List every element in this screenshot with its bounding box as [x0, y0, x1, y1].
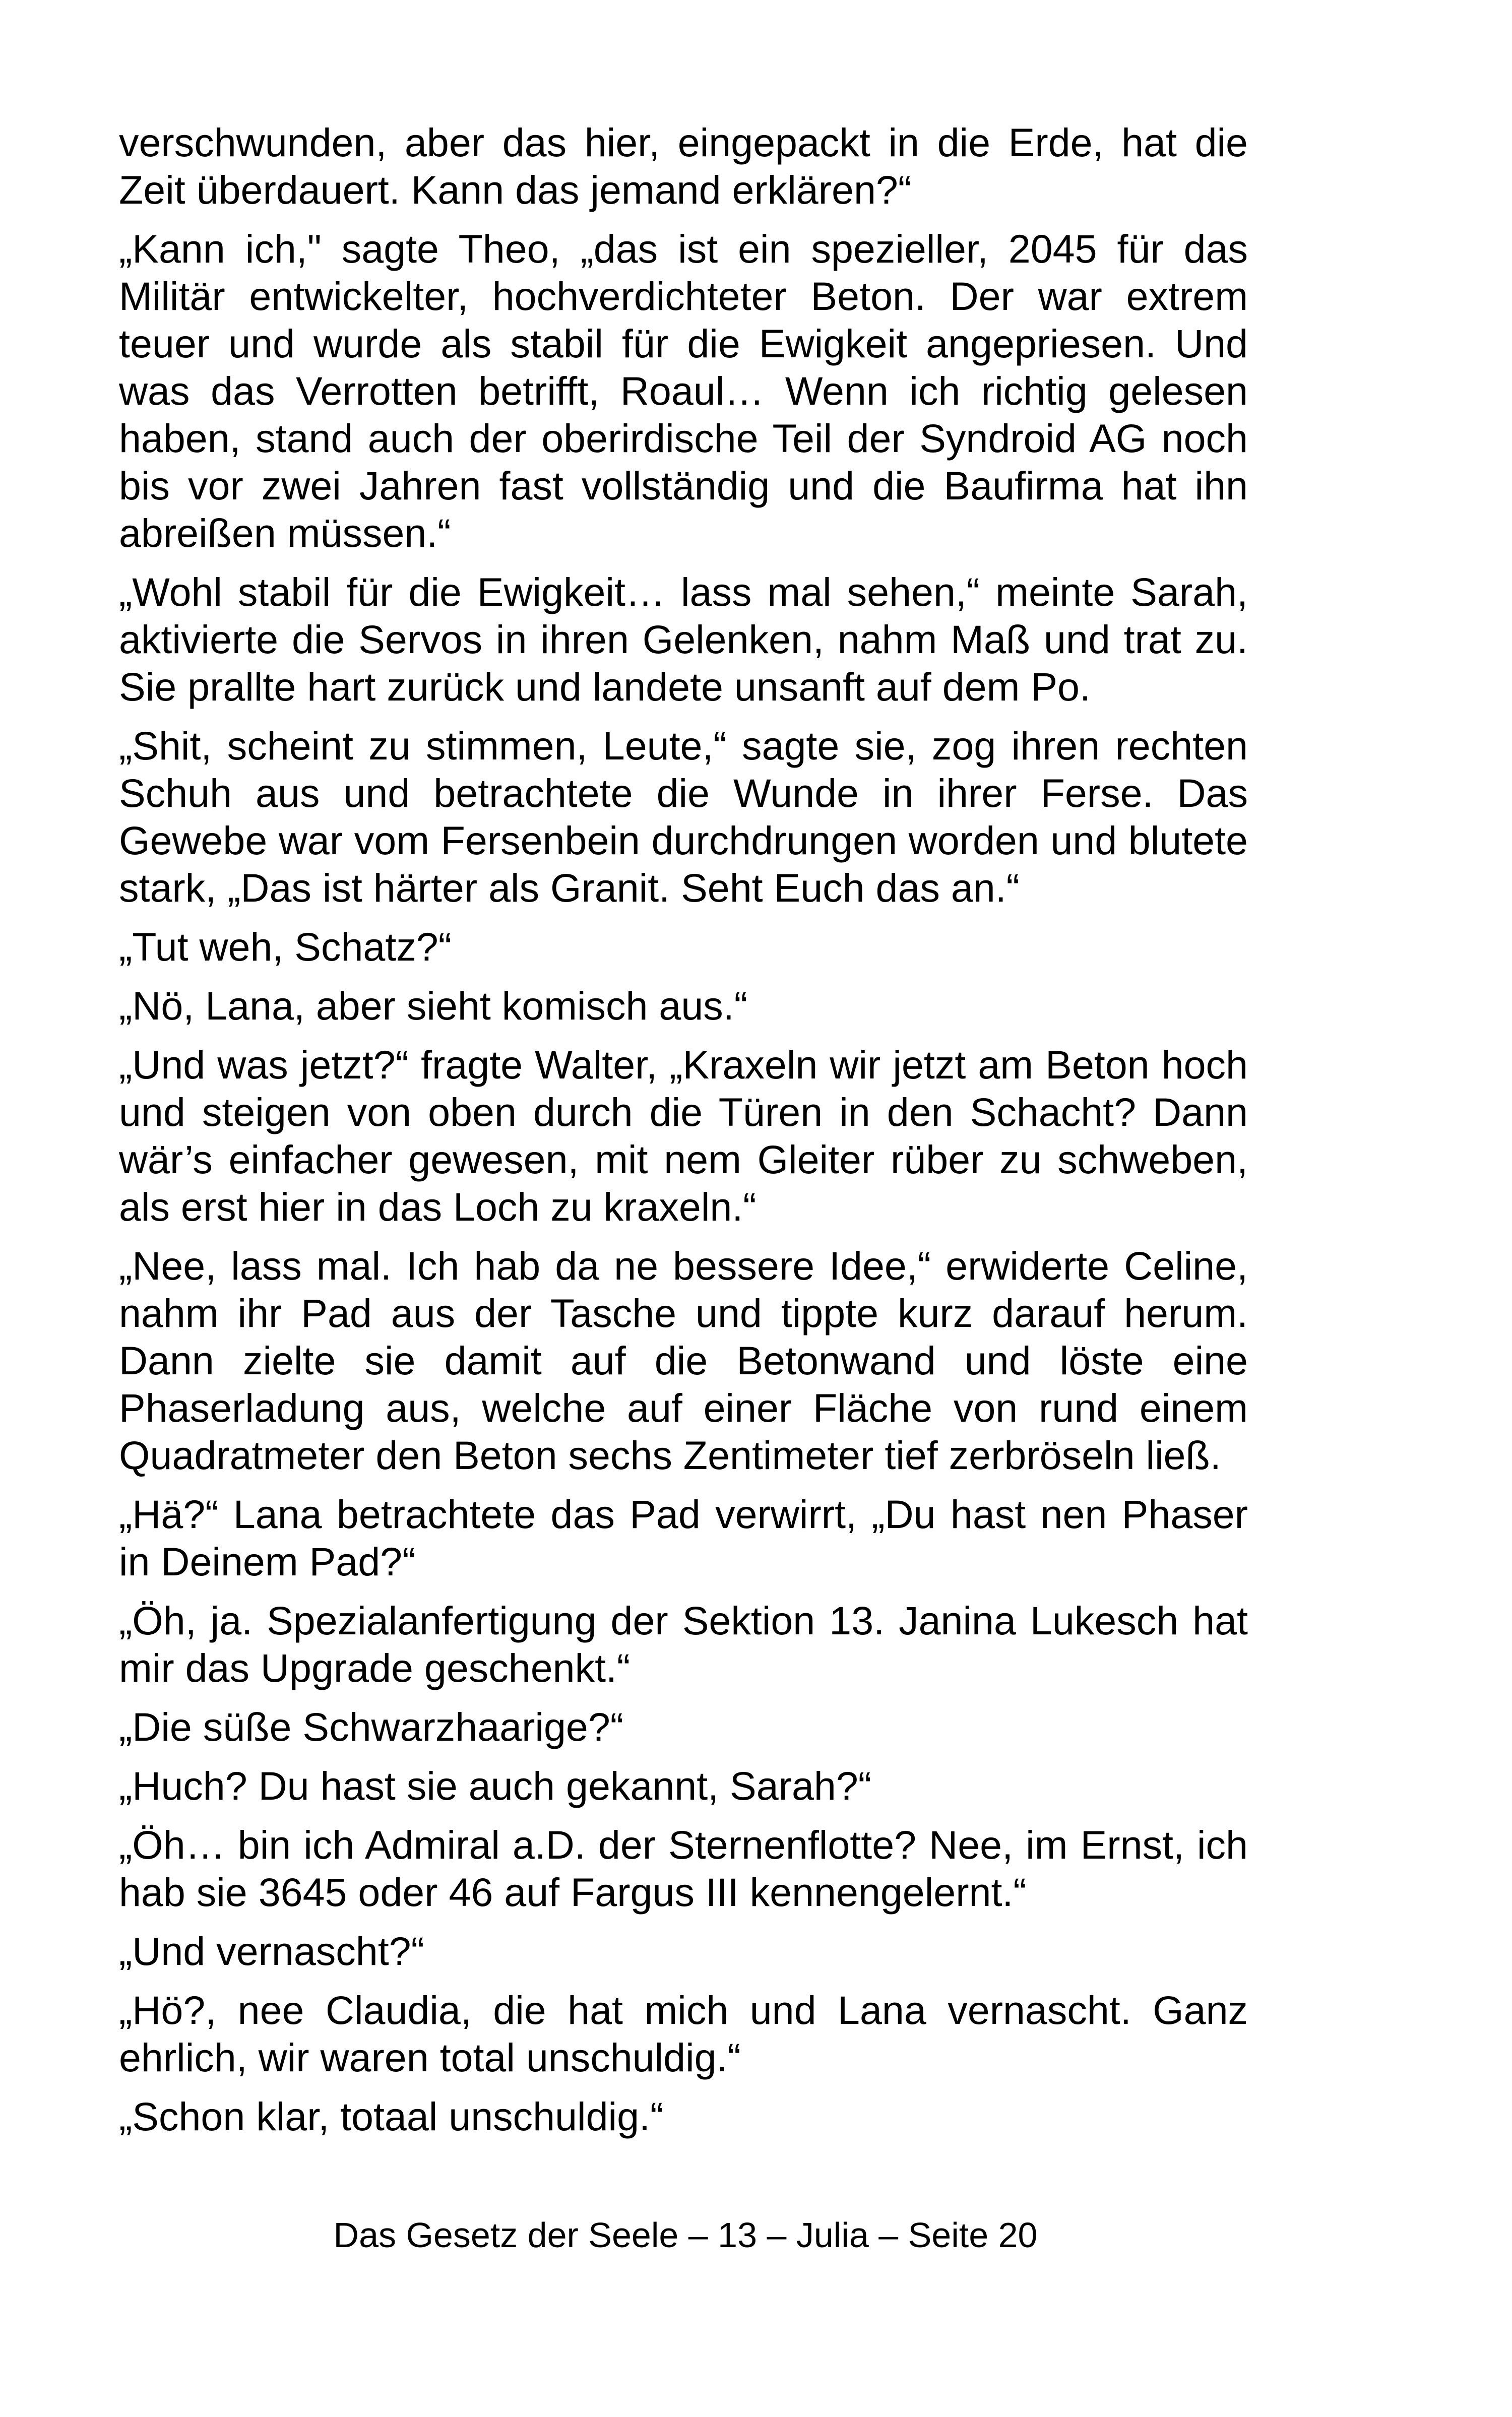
paragraph: „Die süße Schwarzhaarige?“ [119, 1704, 624, 1749]
paragraph: „Hä?“ Lana betrachtete das Pad verwirrt, „Du hast nen Phaser in Deinem Pad?“ [119, 1492, 1248, 1584]
paragraph: „Shit, scheint zu stimmen, Leute,“ sagte sie, zog ihren rechten Schuh aus und betrachtete die Wunde in ihrer Ferse. Das Gewebe war vom Fersenbein durchdrungen worden und blutete stark, „Das ist härter als Granit. Seht Euch das an.“ [119, 723, 1248, 910]
paragraph: „Nö, Lana, aber sieht komisch aus.“ [119, 983, 748, 1028]
paragraph: „Und vernascht?“ [119, 1929, 424, 1974]
paragraph: „Und was jetzt?“ fragte Walter, „Kraxeln wir jetzt am Beton hoch und steigen von oben durch die Türen in den Schacht? Dann wär’s einfacher gewesen, mit nem Gleiter rüber zu schweben, als erst hier in das Loch zu kraxeln.“ [119, 1042, 1248, 1229]
paragraph: „Öh, ja. Spezialanfertigung der Sektion 13. Janina Lukesch hat mir das Upgrade geschenkt.“ [119, 1598, 1248, 1690]
paragraph: „Huch? Du hast sie auch gekannt, Sarah?“ [119, 1763, 872, 1808]
paragraph: verschwunden, aber das hier, eingepackt in die Erde, hat die Zeit überdauert. Kann das jemand erklären?“ [119, 120, 1248, 212]
paragraph: „Schon klar, totaal unschuldig.“ [119, 2094, 664, 2139]
body-text [119, 119, 1248, 2152]
paragraph: „Hö?, nee Claudia, die hat mich und Lana vernascht. Ganz ehrlich, wir waren total unschuldig.“ [119, 1988, 1248, 2080]
page-footer: Das Gesetz der Seele – 13 – Julia – Seite 20 [333, 2215, 1038, 2255]
paragraph: „Kann ich," sagte Theo, „das ist ein spezieller, 2045 für das Militär entwickelter, hochverdichteter Beton. Der war extrem teuer und wurde als stabil für die Ewigkeit angepriesen. Und was das Verrotten betrifft, Roaul… Wenn ich richtig gelesen haben, stand auch der oberirdische Teil der Syndroid AG noch bis vor zwei Jahren fast vollständig und die Baufirma hat ihn abreißen müssen.“ [119, 226, 1248, 555]
paragraph: „Nee, lass mal. Ich hab da ne bessere Idee,“ erwiderte Celine, nahm ihr Pad aus der Tasche und tippte kurz darauf herum. Dann zielte sie damit auf die Betonwand und löste eine Phaserladung aus, welche auf einer Fläche von rund einem Quadratmeter den Beton sechs Zentimeter tief zerbröseln ließ. [119, 1243, 1248, 1478]
paragraph: „Öh… bin ich Admiral a.D. der Sternenflotte? Nee, im Ernst, ich hab sie 3645 oder 46 auf Fargus III kennengelernt.“ [119, 1822, 1248, 1915]
paragraph: „Tut weh, Schatz?“ [119, 924, 452, 969]
paragraph: „Wohl stabil für die Ewigkeit… lass mal sehen,“ meinte Sarah, aktivierte die Servos in ihren Gelenken, nahm Maß und trat zu. Sie prallte hart zurück und landete unsanft auf dem Po. [119, 569, 1248, 709]
